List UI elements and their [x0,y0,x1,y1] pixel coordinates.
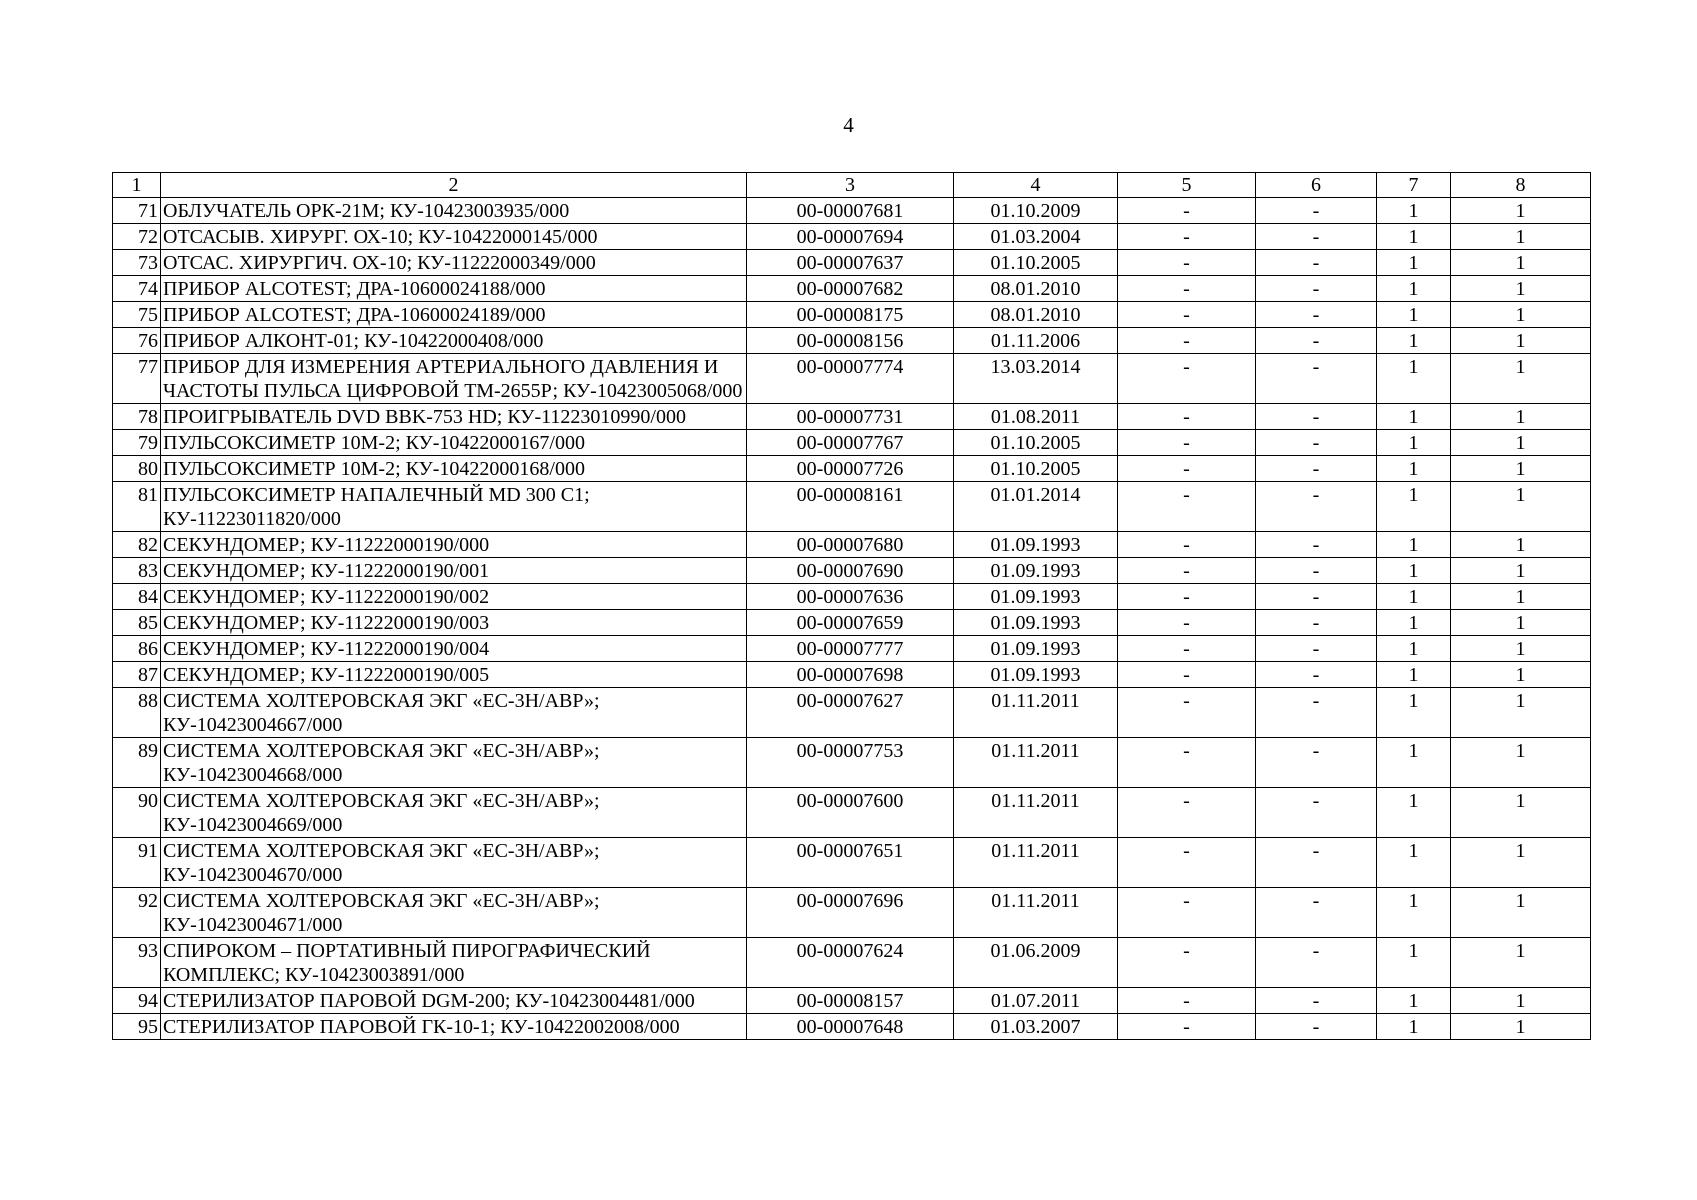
column-8-value: 1 [1451,662,1591,688]
table-row [113,404,1591,430]
table-row [113,456,1591,482]
table-row [113,558,1591,584]
table-row [113,888,1591,938]
acquisition-date: 01.03.2004 [954,224,1118,250]
table-row [113,610,1591,636]
column-6-value: - [1256,888,1377,938]
acquisition-date: 01.10.2005 [954,430,1118,456]
item-name: ПРИБОР ALCOTEST; ДРА-10600024188/000 [161,276,747,302]
acquisition-date: 01.10.2005 [954,250,1118,276]
inventory-code: 00-00007698 [747,662,954,688]
column-7-value: 1 [1377,224,1451,250]
column-5-value: - [1118,938,1256,988]
column-6-value: - [1256,430,1377,456]
inventory-code: 00-00007777 [747,636,954,662]
column-7-value: 1 [1377,988,1451,1014]
table-row [113,738,1591,788]
column-5-value: - [1118,302,1256,328]
table-row [113,430,1591,456]
column-8-value: 1 [1451,738,1591,788]
column-6-value: - [1256,1014,1377,1040]
item-name: ПУЛЬСОКСИМЕТР 10М-2; КУ-10422000167/000 [161,430,747,456]
inventory-code: 00-00008157 [747,988,954,1014]
column-7-value: 1 [1377,328,1451,354]
row-number: 87 [113,662,161,688]
column-7-value: 1 [1377,738,1451,788]
item-name: СИСТЕМА ХОЛТЕРОВСКАЯ ЭКГ «ЕС-3Н/АВР»; КУ-10423004667/000 [161,688,747,738]
row-number: 86 [113,636,161,662]
column-8-value: 1 [1451,788,1591,838]
row-number: 95 [113,1014,161,1040]
row-number: 77 [113,354,161,404]
column-7-value: 1 [1377,404,1451,430]
table-header-row [113,173,1591,198]
table-row [113,532,1591,558]
column-8-value: 1 [1451,688,1591,738]
column-7-value: 1 [1377,276,1451,302]
table-row [113,302,1591,328]
acquisition-date: 01.11.2011 [954,788,1118,838]
item-name: СИСТЕМА ХОЛТЕРОВСКАЯ ЭКГ «ЕС-3Н/АВР»; КУ-10423004671/000 [161,888,747,938]
inventory-code: 00-00007636 [747,584,954,610]
acquisition-date: 01.10.2009 [954,198,1118,224]
column-6-value: - [1256,276,1377,302]
column-8-value: 1 [1451,302,1591,328]
row-number: 83 [113,558,161,584]
acquisition-date: 01.09.1993 [954,584,1118,610]
inventory-code: 00-00007680 [747,532,954,558]
column-8-value: 1 [1451,404,1591,430]
item-name: СЕКУНДОМЕР; КУ-11222000190/002 [161,584,747,610]
row-number: 91 [113,838,161,888]
column-6-value: - [1256,738,1377,788]
row-number: 92 [113,888,161,938]
inventory-code: 00-00007682 [747,276,954,302]
item-name: СЕКУНДОМЕР; КУ-11222000190/003 [161,610,747,636]
column-5-value: - [1118,636,1256,662]
column-6-value: - [1256,988,1377,1014]
column-7-value: 1 [1377,354,1451,404]
item-name: СЕКУНДОМЕР; КУ-11222000190/000 [161,532,747,558]
column-6-value: - [1256,198,1377,224]
row-number: 84 [113,584,161,610]
column-6-value: - [1256,662,1377,688]
acquisition-date: 01.08.2011 [954,404,1118,430]
acquisition-date: 01.09.1993 [954,558,1118,584]
item-name: ОБЛУЧАТЕЛЬ ОРК-21М; КУ-10423003935/000 [161,198,747,224]
column-7-value: 1 [1377,302,1451,328]
acquisition-date: 13.03.2014 [954,354,1118,404]
column-5-value: - [1118,888,1256,938]
column-7-value: 1 [1377,838,1451,888]
column-5-value: - [1118,662,1256,688]
table-row [113,328,1591,354]
column-6-value: - [1256,224,1377,250]
item-name: ПРОИГРЫВАТЕЛЬ DVD BBK-753 HD; КУ-11223010990/000 [161,404,747,430]
inventory-code: 00-00007637 [747,250,954,276]
inventory-code: 00-00007690 [747,558,954,584]
inventory-code: 00-00007694 [747,224,954,250]
column-5-value: - [1118,688,1256,738]
row-number: 94 [113,988,161,1014]
column-6-value: - [1256,456,1377,482]
column-8-value: 1 [1451,558,1591,584]
column-6-value: - [1256,328,1377,354]
column-5-value: - [1118,224,1256,250]
column-header: 5 [1118,173,1256,198]
acquisition-date: 01.01.2014 [954,482,1118,532]
column-6-value: - [1256,584,1377,610]
column-7-value: 1 [1377,636,1451,662]
inventory-code: 00-00007659 [747,610,954,636]
column-8-value: 1 [1451,532,1591,558]
item-name: ПУЛЬСОКСИМЕТР НАПАЛЕЧНЫЙ MD 300 C1; КУ-11223011820/000 [161,482,747,532]
item-name: СЕКУНДОМЕР; КУ-11222000190/001 [161,558,747,584]
item-name: СТЕРИЛИЗАТОР ПАРОВОЙ DGM-200; КУ-10423004481/000 [161,988,747,1014]
column-6-value: - [1256,354,1377,404]
inventory-code: 00-00007624 [747,938,954,988]
row-number: 79 [113,430,161,456]
column-8-value: 1 [1451,838,1591,888]
item-name: СПИРОКОМ – ПОРТАТИВНЫЙ ПИРОГРАФИЧЕСКИЙ КОМПЛЕКС; КУ-10423003891/000 [161,938,747,988]
table-body [113,198,1591,1040]
table-row [113,636,1591,662]
column-8-value: 1 [1451,456,1591,482]
inventory-code: 00-00007731 [747,404,954,430]
column-8-value: 1 [1451,250,1591,276]
item-name: СИСТЕМА ХОЛТЕРОВСКАЯ ЭКГ «ЕС-3Н/АВР»; КУ-10423004670/000 [161,838,747,888]
column-header: 2 [161,173,747,198]
inventory-code: 00-00007681 [747,198,954,224]
table-row [113,788,1591,838]
row-number: 75 [113,302,161,328]
acquisition-date: 01.09.1993 [954,662,1118,688]
table-row [113,688,1591,738]
item-name: СИСТЕМА ХОЛТЕРОВСКАЯ ЭКГ «ЕС-3Н/АВР»; КУ-10423004669/000 [161,788,747,838]
acquisition-date: 01.03.2007 [954,1014,1118,1040]
column-7-value: 1 [1377,788,1451,838]
column-header: 6 [1256,173,1377,198]
acquisition-date: 01.06.2009 [954,938,1118,988]
column-8-value: 1 [1451,198,1591,224]
column-6-value: - [1256,250,1377,276]
item-name: ОТСАС. ХИРУРГИЧ. ОХ-10; КУ-11222000349/000 [161,250,747,276]
inventory-code: 00-00007627 [747,688,954,738]
row-number: 89 [113,738,161,788]
row-number: 93 [113,938,161,988]
column-5-value: - [1118,404,1256,430]
column-5-value: - [1118,788,1256,838]
column-8-value: 1 [1451,610,1591,636]
column-8-value: 1 [1451,224,1591,250]
column-7-value: 1 [1377,938,1451,988]
column-7-value: 1 [1377,584,1451,610]
inventory-code: 00-00008156 [747,328,954,354]
table-row [113,276,1591,302]
column-6-value: - [1256,610,1377,636]
acquisition-date: 01.11.2006 [954,328,1118,354]
column-8-value: 1 [1451,328,1591,354]
inventory-code: 00-00008175 [747,302,954,328]
row-number: 74 [113,276,161,302]
column-6-value: - [1256,688,1377,738]
column-7-value: 1 [1377,250,1451,276]
item-name: ПРИБОР ДЛЯ ИЗМЕРЕНИЯ АРТЕРИАЛЬНОГО ДАВЛЕНИЯ И ЧАСТОТЫ ПУЛЬСА ЦИФРОВОЙ ТМ-2655Р; КУ-10423005068/000 [161,354,747,404]
acquisition-date: 01.11.2011 [954,838,1118,888]
item-name: СТЕРИЛИЗАТОР ПАРОВОЙ ГК-10-1; КУ-10422002008/000 [161,1014,747,1040]
column-6-value: - [1256,788,1377,838]
row-number: 90 [113,788,161,838]
item-name: ПУЛЬСОКСИМЕТР 10М-2; КУ-10422000168/000 [161,456,747,482]
row-number: 76 [113,328,161,354]
table-row [113,584,1591,610]
acquisition-date: 08.01.2010 [954,276,1118,302]
table-row [113,250,1591,276]
column-7-value: 1 [1377,456,1451,482]
column-7-value: 1 [1377,662,1451,688]
row-number: 85 [113,610,161,636]
table-row [113,1014,1591,1040]
inventory-code: 00-00007648 [747,1014,954,1040]
column-7-value: 1 [1377,610,1451,636]
column-8-value: 1 [1451,938,1591,988]
row-number: 72 [113,224,161,250]
column-8-value: 1 [1451,888,1591,938]
column-5-value: - [1118,482,1256,532]
column-6-value: - [1256,532,1377,558]
column-8-value: 1 [1451,430,1591,456]
column-header: 3 [747,173,954,198]
column-6-value: - [1256,302,1377,328]
column-5-value: - [1118,456,1256,482]
column-8-value: 1 [1451,584,1591,610]
table-row [113,662,1591,688]
column-5-value: - [1118,250,1256,276]
row-number: 78 [113,404,161,430]
column-5-value: - [1118,198,1256,224]
acquisition-date: 01.11.2011 [954,688,1118,738]
column-5-value: - [1118,584,1256,610]
item-name: СЕКУНДОМЕР; КУ-11222000190/005 [161,662,747,688]
inventory-table [112,172,1591,1040]
column-header: 8 [1451,173,1591,198]
table-row [113,938,1591,988]
item-name: СИСТЕМА ХОЛТЕРОВСКАЯ ЭКГ «ЕС-3Н/АВР»; КУ-10423004668/000 [161,738,747,788]
row-number: 73 [113,250,161,276]
table-row [113,482,1591,532]
column-5-value: - [1118,738,1256,788]
column-7-value: 1 [1377,198,1451,224]
row-number: 81 [113,482,161,532]
row-number: 71 [113,198,161,224]
column-7-value: 1 [1377,430,1451,456]
inventory-code: 00-00007696 [747,888,954,938]
column-8-value: 1 [1451,1014,1591,1040]
column-7-value: 1 [1377,532,1451,558]
column-7-value: 1 [1377,558,1451,584]
column-header: 4 [954,173,1118,198]
table-row [113,988,1591,1014]
column-5-value: - [1118,532,1256,558]
table-row [113,224,1591,250]
acquisition-date: 01.07.2011 [954,988,1118,1014]
column-8-value: 1 [1451,482,1591,532]
row-number: 82 [113,532,161,558]
column-6-value: - [1256,838,1377,888]
item-name: ОТСАСЫВ. ХИРУРГ. ОХ-10; КУ-10422000145/000 [161,224,747,250]
column-7-value: 1 [1377,888,1451,938]
column-8-value: 1 [1451,988,1591,1014]
column-6-value: - [1256,938,1377,988]
acquisition-date: 01.11.2011 [954,888,1118,938]
column-5-value: - [1118,354,1256,404]
column-8-value: 1 [1451,636,1591,662]
page-number: 4 [843,113,854,137]
column-8-value: 1 [1451,276,1591,302]
row-number: 80 [113,456,161,482]
column-6-value: - [1256,636,1377,662]
column-5-value: - [1118,610,1256,636]
inventory-code: 00-00007753 [747,738,954,788]
table-row [113,198,1591,224]
column-7-value: 1 [1377,482,1451,532]
column-5-value: - [1118,838,1256,888]
inventory-code: 00-00007651 [747,838,954,888]
inventory-code: 00-00007726 [747,456,954,482]
column-5-value: - [1118,988,1256,1014]
column-5-value: - [1118,430,1256,456]
acquisition-date: 01.10.2005 [954,456,1118,482]
column-6-value: - [1256,558,1377,584]
acquisition-date: 01.11.2011 [954,738,1118,788]
table-row [113,354,1591,404]
acquisition-date: 01.09.1993 [954,610,1118,636]
column-6-value: - [1256,482,1377,532]
table-row [113,838,1591,888]
column-5-value: - [1118,276,1256,302]
column-header: 7 [1377,173,1451,198]
column-6-value: - [1256,404,1377,430]
item-name: ПРИБОР ALCOTEST; ДРА-10600024189/000 [161,302,747,328]
inventory-code: 00-00007767 [747,430,954,456]
acquisition-date: 01.09.1993 [954,532,1118,558]
column-5-value: - [1118,1014,1256,1040]
acquisition-date: 08.01.2010 [954,302,1118,328]
column-7-value: 1 [1377,688,1451,738]
column-5-value: - [1118,558,1256,584]
inventory-code: 00-00008161 [747,482,954,532]
column-header: 1 [113,173,161,198]
item-name: ПРИБОР АЛКОНТ-01; КУ-10422000408/000 [161,328,747,354]
item-name: СЕКУНДОМЕР; КУ-11222000190/004 [161,636,747,662]
inventory-code: 00-00007774 [747,354,954,404]
inventory-code: 00-00007600 [747,788,954,838]
column-5-value: - [1118,328,1256,354]
acquisition-date: 01.09.1993 [954,636,1118,662]
column-7-value: 1 [1377,1014,1451,1040]
row-number: 88 [113,688,161,738]
column-8-value: 1 [1451,354,1591,404]
